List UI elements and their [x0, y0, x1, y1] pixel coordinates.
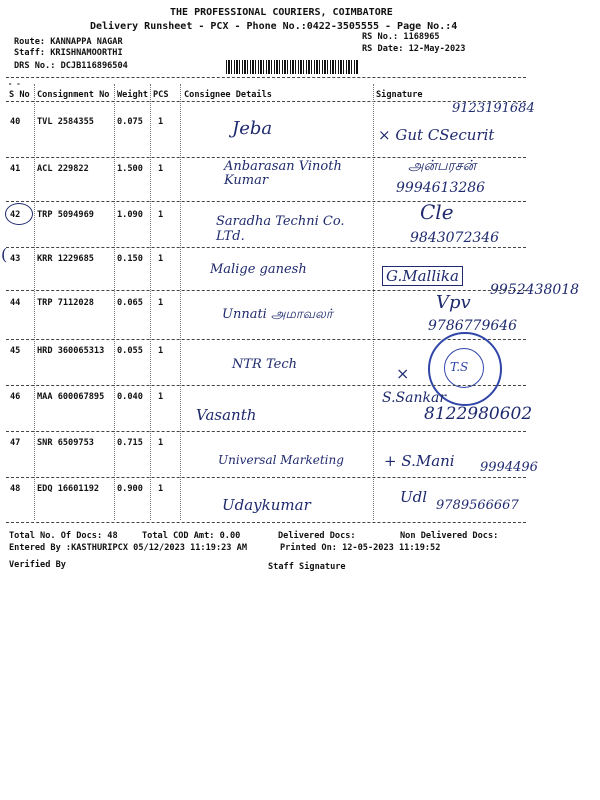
row-consignee: Universal Marketing	[218, 453, 344, 467]
row-consignee: Jeba	[232, 118, 273, 139]
row-divider	[6, 385, 526, 386]
row-pcs: 1	[158, 346, 164, 356]
total-cod: Total COD Amt: 0.00	[142, 531, 241, 541]
row-sno: 47	[10, 438, 21, 448]
entered-by: Entered By :KASTHURIPCX 05/12/2023 11:19:23 AM	[9, 543, 247, 553]
row-sno: 45	[10, 346, 21, 356]
row-weight: 0.150	[117, 254, 143, 264]
col-consignee: Consignee Details	[184, 90, 272, 100]
row-divider	[6, 477, 526, 478]
row-sno: 46	[10, 392, 21, 402]
row-sno: 48	[10, 484, 21, 494]
drs-number: DRS No.: DCJB116896504	[14, 61, 128, 71]
staff-label: Staff: KRISHNAMOORTHI	[14, 48, 123, 58]
header-divider-marker: - -	[8, 80, 21, 88]
margin-mark: (	[1, 245, 8, 264]
row-consignment: MAA 600067895	[37, 392, 105, 402]
row-phone: 9994496	[480, 460, 538, 475]
row-phone: 9786779646	[428, 318, 518, 334]
delivered-docs: Delivered Docs:	[278, 531, 356, 541]
row-signature: Cle	[420, 200, 454, 224]
row-consignee: Udaykumar	[222, 496, 311, 514]
col-sno: S No	[9, 90, 30, 100]
row-weight: 1.500	[117, 164, 143, 174]
stamp-text: T.S	[450, 360, 469, 374]
row-consignee: Vasanth	[196, 406, 257, 424]
row-consignee: Malige ganesh	[210, 262, 307, 277]
row-signature: S.Sankar	[382, 390, 447, 406]
row-divider	[6, 290, 526, 291]
row-consignee: Anbarasan Vinoth Kumar	[224, 159, 342, 188]
row-divider	[6, 247, 526, 248]
total-docs: Total No. Of Docs: 48	[9, 531, 118, 541]
rs-number: RS No.: 1168965	[362, 32, 440, 42]
row-weight: 0.055	[117, 346, 143, 356]
row-signature: G.Mallika	[382, 266, 463, 286]
row-phone: 9789566667	[436, 498, 519, 513]
row-consignee: Saradha Techni Co. LTd.	[216, 214, 345, 244]
row-phone: 9952438018	[490, 282, 580, 298]
printed-on: Printed On: 12-05-2023 11:19:52	[280, 543, 441, 553]
row-consignment: HRD 360065313	[37, 346, 105, 356]
rs-date: RS Date: 12-May-2023	[362, 44, 466, 54]
row-consignment: TRP 5094969	[37, 210, 94, 220]
row-weight: 0.900	[117, 484, 143, 494]
non-delivered-docs: Non Delivered Docs:	[400, 531, 499, 541]
column-separator	[34, 84, 35, 520]
route-label: Route: KANNAPPA NAGAR	[14, 37, 123, 47]
row-consignment: SNR 6509753	[37, 438, 94, 448]
row-pcs: 1	[158, 117, 164, 127]
row-consignment: TVL 2584355	[37, 117, 94, 127]
row-pcs: 1	[158, 254, 164, 264]
row-signature: × Gut CSecurit	[378, 126, 495, 144]
col-consignment: Consignment No	[37, 90, 110, 100]
row-weight: 0.715	[117, 438, 143, 448]
row-divider	[6, 522, 526, 523]
column-separator	[373, 84, 374, 520]
staff-signature: Staff Signature	[268, 562, 346, 572]
row-phone: 9994613286	[396, 180, 486, 196]
row-signature: அன்பரசன்	[408, 158, 477, 174]
verified-by: Verified By	[9, 560, 66, 570]
barcode	[226, 60, 358, 74]
header-divider	[6, 77, 526, 78]
company-name: THE PROFESSIONAL COURIERS, COIMBATORE	[170, 7, 393, 18]
row-signature: Vpv	[436, 292, 471, 313]
row-weight: 0.065	[117, 298, 143, 308]
row-signature: + S.Mani	[384, 452, 455, 470]
row-phone: 8122980602	[424, 404, 533, 424]
row-sno: 43	[10, 254, 21, 264]
row-phone: 9843072346	[410, 230, 500, 246]
row-pcs: 1	[158, 298, 164, 308]
row-sno: 44	[10, 298, 21, 308]
column-separator	[150, 84, 151, 520]
row-sno: 41	[10, 164, 21, 174]
row-weight: 0.075	[117, 117, 143, 127]
row-consignment: KRR 1229685	[37, 254, 94, 264]
column-separator	[180, 84, 181, 520]
column-header-divider	[6, 101, 526, 102]
row-divider	[6, 431, 526, 432]
row-signature: Udl	[400, 488, 428, 506]
runsheet-title: Delivery Runsheet - PCX - Phone No.:0422-3505555 - Page No.:4	[90, 21, 458, 32]
row-consignee: Unnati அமாவலர்	[222, 307, 333, 322]
col-weight: Weight	[117, 90, 149, 100]
row-pcs: 1	[158, 210, 164, 220]
row-pcs: 1	[158, 438, 164, 448]
row-sno: 40	[10, 117, 21, 127]
row-phone: 9123191684	[452, 101, 535, 116]
col-signature: Signature	[376, 90, 423, 100]
row-weight: 0.040	[117, 392, 143, 402]
row-consignment: EDQ 16601192	[37, 484, 100, 494]
row-pcs: 1	[158, 484, 164, 494]
row-signature: ×	[396, 364, 410, 383]
row-weight: 1.090	[117, 210, 143, 220]
row-sno: 42	[10, 210, 21, 220]
row-consignee: NTR Tech	[232, 357, 297, 372]
row-pcs: 1	[158, 164, 164, 174]
row-pcs: 1	[158, 392, 164, 402]
column-separator	[114, 84, 115, 520]
row-consignment: ACL 229822	[37, 164, 89, 174]
col-pcs: PCS	[153, 90, 169, 100]
row-consignment: TRP 7112028	[37, 298, 94, 308]
